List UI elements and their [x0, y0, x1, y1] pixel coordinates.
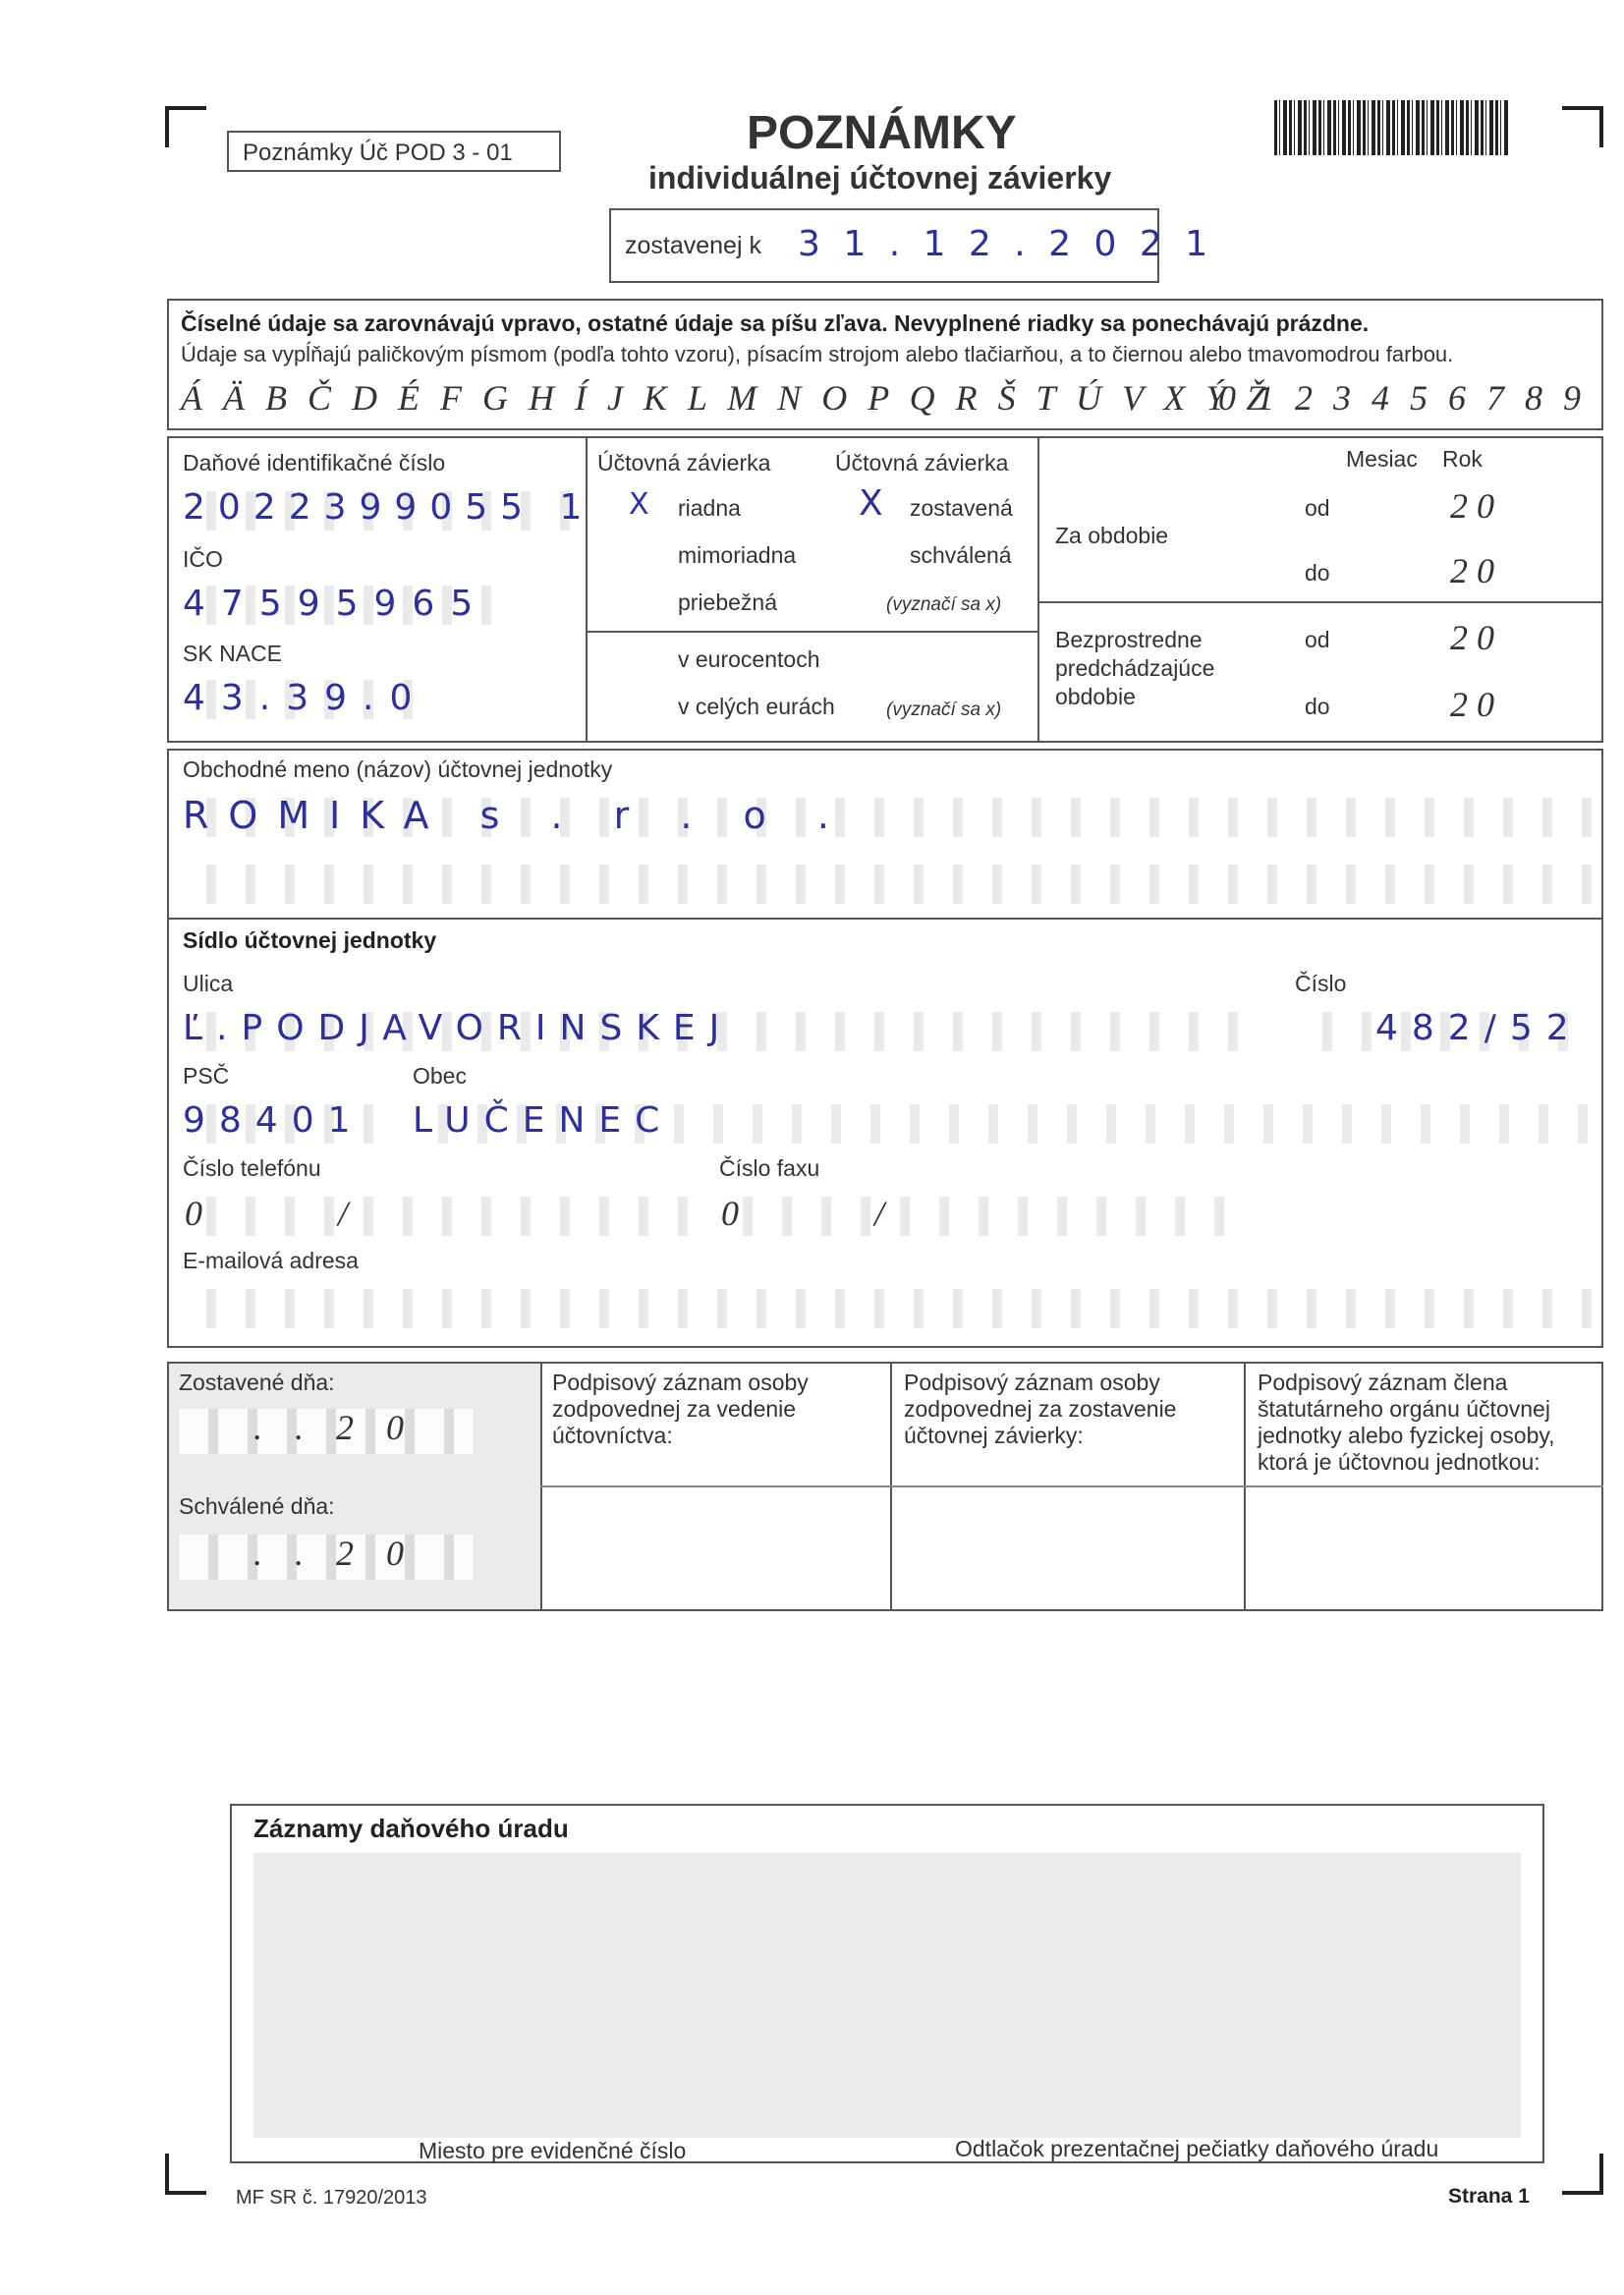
corner-mark-top-left	[165, 106, 206, 147]
nace-value[interactable]: 43.39.0	[183, 678, 428, 718]
seat-label: Sídlo účtovnej jednotky	[183, 927, 437, 953]
instructions-box	[167, 299, 1603, 430]
entity-name-value[interactable]: ROMIKA s . r . o .	[183, 794, 849, 837]
sample-letters: Á Ä B Č D É F G H Í J K L M N O P Q R Š T Ú V X Ý Ž	[181, 378, 1272, 418]
corner-mark-bottom-right	[1562, 2154, 1603, 2195]
form-code: Poznámky Úč POD 3 - 01	[243, 140, 513, 166]
street-label: Ulica	[183, 971, 234, 996]
current-do-year[interactable]: 2 0	[1450, 551, 1494, 590]
mimoriadna-label: mimoriadna	[678, 542, 797, 568]
previous-period-label-2: predchádzajúce	[1055, 655, 1215, 681]
entity-name-label: Obchodné meno (názov) účtovnej jednotky	[183, 756, 613, 782]
page-number: Strana 1	[1448, 2185, 1530, 2208]
barcode	[1274, 100, 1510, 155]
zostavena-label: zostavená	[910, 495, 1013, 521]
ico-value[interactable]: 47595965	[183, 584, 489, 624]
footer-reference: MF SR č. 17920/2013	[236, 2187, 427, 2209]
previous-od-year[interactable]: 2 0	[1450, 618, 1494, 657]
tax-office-records-area	[253, 1853, 1521, 2138]
instructions-line-2: Údaje sa vypĺňajú paličkovým písmom (podľa tohto vzoru), písacím strojom alebo tlačiarňou, a to čiernou alebo tmavomodrou farbou.	[181, 342, 1454, 366]
previous-do-label: do	[1305, 694, 1330, 719]
approved-on-label: Schválené dňa:	[179, 1493, 335, 1519]
phone-cells	[177, 1197, 688, 1236]
month-label: Mesiac	[1346, 446, 1418, 472]
page-subtitle: individuálnej účtovnej závierky	[648, 160, 1112, 196]
statement-state-header: Účtovná závierka	[835, 450, 1009, 476]
signature-label-statement: Podpisový záznam osoby zodpovednej za zostavenie účtovnej závierky:	[904, 1370, 1177, 1448]
divider	[1037, 436, 1039, 743]
entity-name-cells-2	[177, 865, 1592, 904]
city-value[interactable]: LUČENEC	[413, 1100, 674, 1141]
corner-mark-bottom-left	[165, 2154, 206, 2195]
fax-prefix[interactable]: 0	[721, 1194, 739, 1233]
evidence-number-label: Miesto pre evidenčné číslo	[419, 2138, 687, 2163]
phone-slash: /	[338, 1194, 349, 1233]
signature-label-statutory: Podpisový záznam člena štatutárneho orgánu účtovnej jednotky alebo fyzickej osoby, ktorá je účtovnou jednotkou:	[1258, 1370, 1555, 1475]
statement-type-header: Účtovná závierka	[597, 450, 771, 476]
psc-value[interactable]: 98401	[183, 1100, 364, 1141]
signature-label-accounting: Podpisový záznam osoby zodpovednej za vedenie účtovníctva:	[552, 1370, 809, 1448]
divider	[586, 631, 1037, 633]
tax-office-title: Záznamy daňového úradu	[253, 1814, 569, 1843]
fax-slash: /	[874, 1194, 885, 1233]
stamp-label: Odtlačok prezentačnej pečiatky daňového úradu	[955, 2136, 1439, 2161]
instructions-line-1: Číselné údaje sa zarovnávajú vpravo, ostatné údaje sa píšu zľava. Nevyplnené riadky sa ponechávajú prázdne.	[181, 310, 1370, 336]
riadna-checkbox[interactable]: X	[629, 487, 649, 522]
previous-od-label: od	[1305, 627, 1330, 652]
phone-label: Číslo telefónu	[183, 1155, 321, 1181]
prepared-date: 3 1 . 1 2 . 2 0 2 1	[798, 224, 1214, 264]
divider	[540, 1485, 1603, 1487]
prepared-label: zostavenej k	[625, 232, 761, 259]
nace-label: SK NACE	[183, 641, 282, 666]
prepared-date-box	[609, 208, 1214, 283]
email-cells[interactable]	[177, 1289, 1592, 1328]
eurocent-label: v eurocentoch	[678, 646, 820, 672]
phone-prefix[interactable]: 0	[185, 1194, 202, 1233]
mark-hint-2: (vyznačí sa x)	[886, 700, 1002, 720]
period-od-label: od	[1305, 495, 1330, 521]
sample-digits: 0 1 2 3 4 5 6 7 8 9	[1218, 378, 1587, 418]
dic-label: Daňové identifikačné číslo	[183, 450, 446, 476]
previous-period-label-1: Bezprostredne	[1055, 627, 1203, 652]
fax-cells	[713, 1197, 1224, 1236]
dic-value[interactable]: 2022399055 1	[183, 487, 595, 528]
current-od-year[interactable]: 2 0	[1450, 486, 1494, 526]
psc-label: PSČ	[183, 1063, 230, 1089]
priebezna-label: priebežná	[678, 589, 778, 615]
zostavena-checkbox[interactable]: X	[859, 483, 883, 524]
ico-label: IČO	[183, 546, 223, 572]
street-value[interactable]: Ľ.PODJAVORINSKEJ	[183, 1008, 734, 1048]
previous-do-year[interactable]: 2 0	[1450, 685, 1494, 724]
divider	[1037, 601, 1603, 603]
whole-euro-label: v celých eurách	[678, 694, 835, 719]
period-do-label: do	[1305, 560, 1330, 586]
form-code-box	[227, 131, 561, 172]
current-period-label: Za obdobie	[1055, 523, 1169, 548]
city-label: Obec	[413, 1063, 467, 1089]
corner-mark-top-right	[1562, 106, 1603, 147]
fax-label: Číslo faxu	[719, 1155, 820, 1181]
divider	[586, 436, 588, 743]
year-label: Rok	[1442, 446, 1483, 472]
previous-period-label-3: obdobie	[1055, 684, 1136, 709]
divider	[167, 918, 1603, 920]
prepared-on-value[interactable]: . . 2 0	[253, 1408, 416, 1447]
mark-hint: (vyznačí sa x)	[886, 594, 1002, 615]
riadna-label: riadna	[678, 495, 741, 521]
page-title: POZNÁMKY	[747, 107, 1017, 159]
email-label: E-mailová adresa	[183, 1248, 359, 1273]
schvalena-label: schválená	[910, 542, 1012, 568]
number-label: Číslo	[1295, 971, 1347, 996]
prepared-on-label: Zostavené dňa:	[179, 1370, 335, 1395]
approved-on-value[interactable]: . . 2 0	[253, 1534, 416, 1573]
number-value[interactable]: 482/52	[1375, 1008, 1583, 1048]
